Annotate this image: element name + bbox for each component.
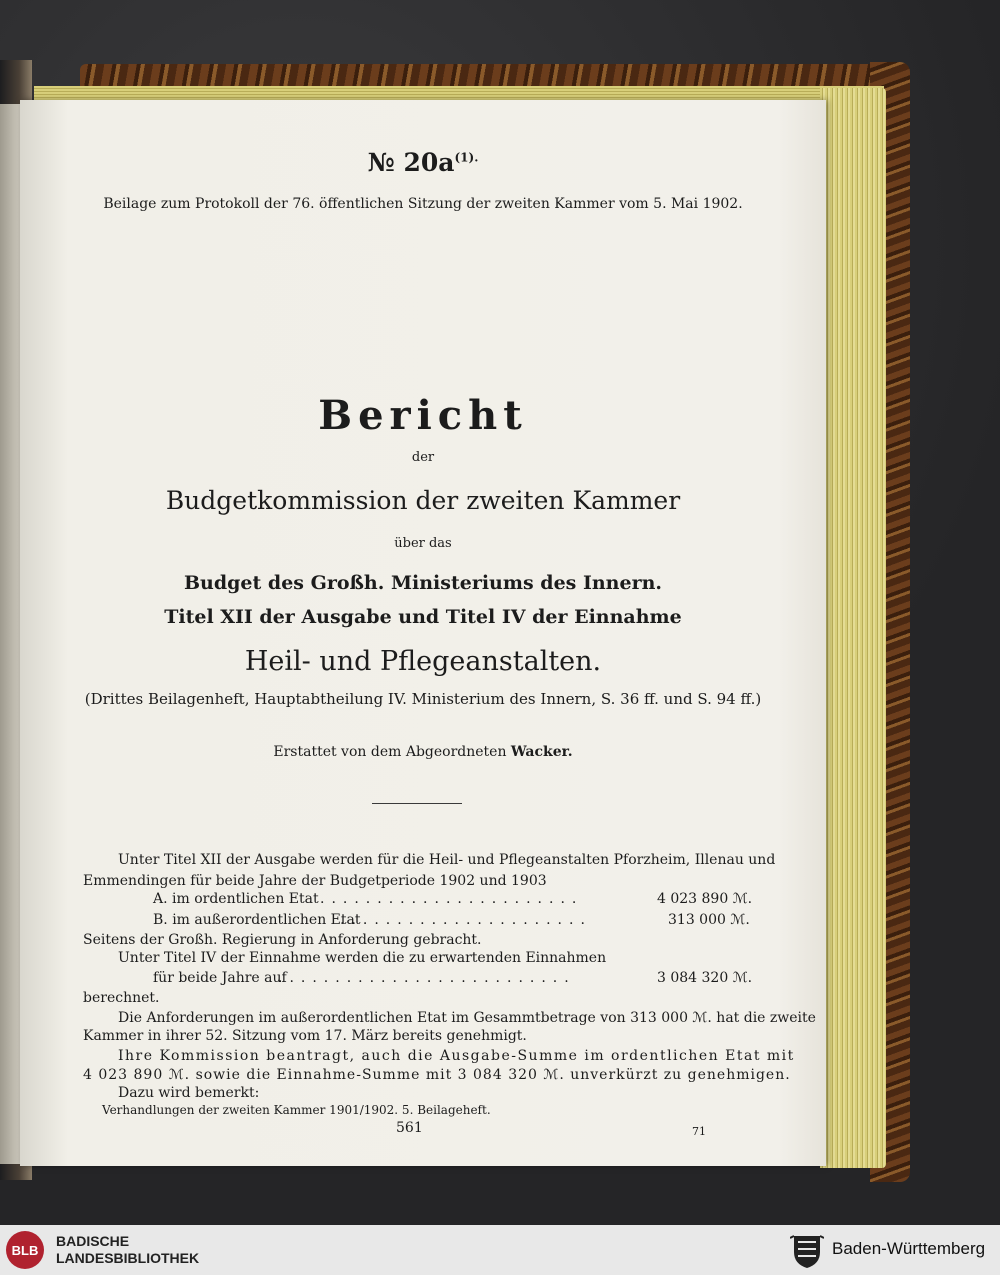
reporter-name: Wacker. xyxy=(510,744,573,760)
blb-logo-icon[interactable]: BLB xyxy=(6,1231,44,1269)
item-a-label: A. im ordentlichen Etat xyxy=(153,891,319,907)
p2-item-label: für beide Jahre auf xyxy=(153,970,287,986)
document-number-sup: (1). xyxy=(454,150,479,165)
report-ueber: über das xyxy=(394,536,452,551)
report-budget: Budget des Großh. Ministeriums des Innern. xyxy=(183,572,663,594)
reporter-prefix: Erstattet von dem Abgeordneten xyxy=(273,744,507,760)
p1-line1: Unter Titel XII der Ausgabe werden für die Heil- und Pflegeanstalten Pforzheim, Illenau und xyxy=(118,852,776,868)
p2-line1: Unter Titel IV der Einnahme werden die zu erwartenden Einnahmen xyxy=(118,950,607,966)
p2-item-dots: .......................... xyxy=(278,970,576,986)
report-reporter xyxy=(20,744,826,760)
p4-line2: 4 023 890 ℳ. sowie die Einnahme-Summe mit 3 084 320 ℳ. unverkürzt zu genehmigen. xyxy=(83,1067,791,1083)
report-heading: Bericht xyxy=(318,392,528,439)
report-institution: Heil- und Pflegeanstalten. xyxy=(244,646,602,677)
report-titel: Titel XII der Ausgabe und Titel IV der Einnahme xyxy=(164,606,682,628)
item-b-label: B. im außerordentlichen Etat xyxy=(153,912,361,928)
gilt-edge-right xyxy=(820,88,886,1168)
p4-line1: Ihre Kommission beantragt, auch die Ausgabe-Summe im ordentlichen Etat mit xyxy=(118,1048,795,1064)
blb-logo-line1: BADISCHE xyxy=(56,1233,130,1249)
baden-wuerttemberg-label[interactable]: Baden-Württemberg xyxy=(832,1239,986,1258)
document-subtitle: Beilage zum Protokoll der 76. öffentlichen Sitzung der zweiten Kammer vom 5. Mai 1902. xyxy=(103,196,743,212)
item-a-dots: ....................... xyxy=(320,891,584,907)
viewer-footer-bar xyxy=(0,1225,1000,1275)
item-b-dots: ...................... xyxy=(340,912,592,928)
p3-line1: Die Anforderungen im außerordentlichen Etat im Gesammtbetrage von 313 000 ℳ. hat die zweite xyxy=(118,1010,816,1026)
p3-line2: Kammer in ihrer 52. Sitzung vom 17. März bereits genehmigt. xyxy=(83,1028,527,1044)
p5-line1: Dazu wird bemerkt: xyxy=(118,1085,260,1101)
p2-line2: berechnet. xyxy=(83,990,160,1006)
sheet-number: 71 xyxy=(692,1125,706,1138)
p1-line2: Emmendingen für beide Jahre der Budgetperiode 1902 und 1903 xyxy=(83,873,547,889)
report-reference: (Drittes Beilagenheft, Hauptabtheilung IV. Ministerium des Innern, S. 36 ff. und S. 94 ff.) xyxy=(84,690,762,708)
footer-source: Verhandlungen der zweiten Kammer 1901/1902. 5. Beilageheft. xyxy=(102,1103,491,1117)
report-commission: Budgetkommission der zweiten Kammer xyxy=(165,486,681,515)
item-b-amount: 313 000 ℳ. xyxy=(668,912,750,928)
blb-logo-text[interactable] xyxy=(56,1233,199,1267)
blb-logo-line2: LANDESBIBLIOTHEK xyxy=(56,1250,200,1266)
section-divider xyxy=(372,803,462,804)
page-number: 561 xyxy=(396,1120,423,1136)
p1-line3: Seitens der Großh. Regierung in Anforderung gebracht. xyxy=(83,932,482,948)
report-der: der xyxy=(411,450,435,465)
p2-item-amount: 3 084 320 ℳ. xyxy=(657,970,753,986)
document-page xyxy=(20,100,826,1166)
item-a-amount: 4 023 890 ℳ. xyxy=(657,891,753,907)
document-number: № $20a^{(1).}$ xyxy=(367,148,479,177)
coat-of-arms-icon xyxy=(790,1230,824,1270)
